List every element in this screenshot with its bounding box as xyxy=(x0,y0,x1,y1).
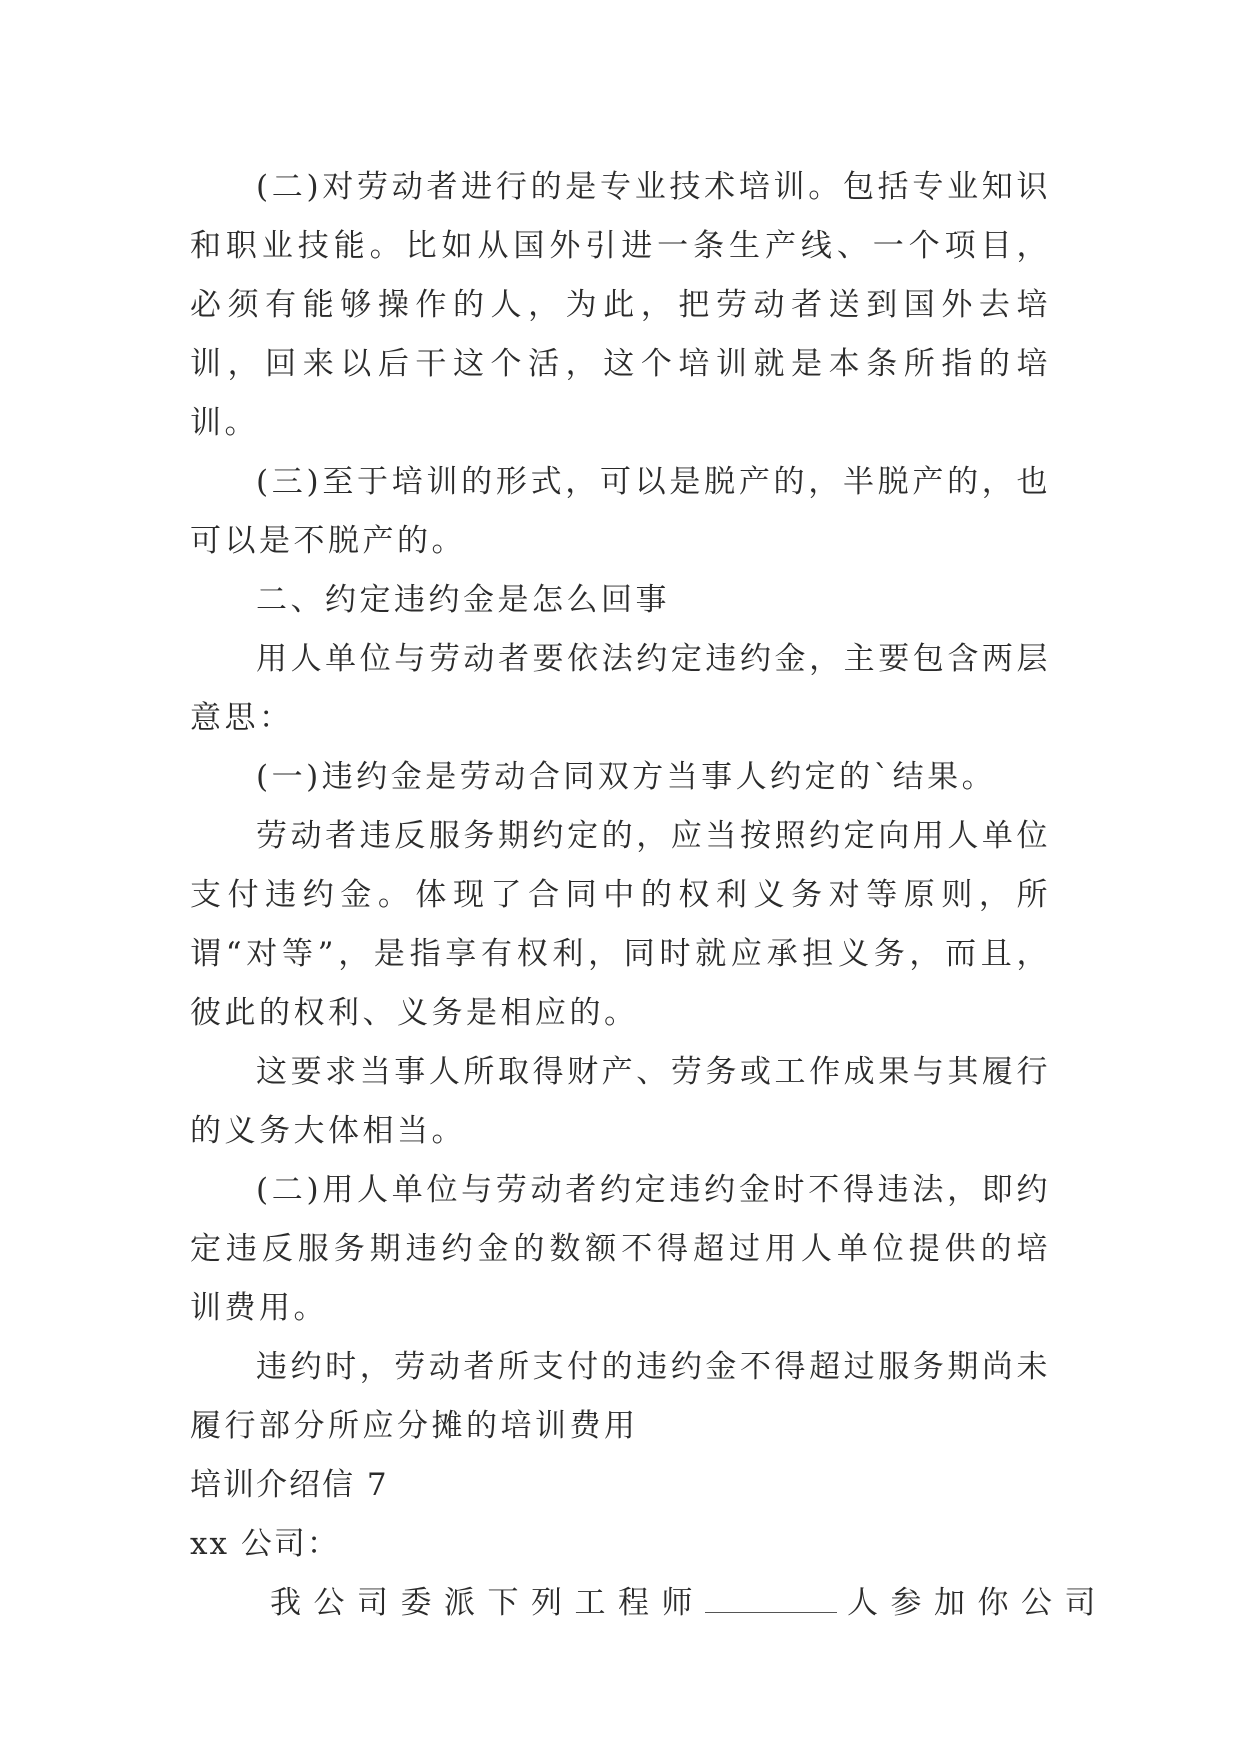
paragraph: (二)对劳动者进行的是专业技术培训。包括专业知识和职业技能。比如从国外引进一条生产线、一个项目，必须有能够操作的人，为此，把劳动者送到国外去培训，回来以后干这个活，这个培训就是本条所指的培训。 xyxy=(190,169,1051,441)
paragraph: 用人单位与劳动者要依法约定违约金，主要包含两层意思： xyxy=(190,641,1051,736)
letter-line xyxy=(190,1574,1108,1633)
letter-text-before: 我公司委派下列工程师 xyxy=(270,1585,705,1621)
paragraph: 这要求当事人所取得财产、劳务或工作成果与其履行的义务大体相当。 xyxy=(190,1054,1051,1149)
fill-in-blank xyxy=(705,1590,837,1613)
paragraph: (二)用人单位与劳动者约定违约金时不得违法，即约定违反服务期违约金的数额不得超过用人单位提供的培训费用。 xyxy=(190,1172,1051,1326)
letter-text-after: 人参加你公司 xyxy=(847,1585,1108,1621)
paragraph: (三)至于培训的形式，可以是脱产的，半脱产的，也可以是不脱产的。 xyxy=(190,464,1051,559)
salutation: xx 公司： xyxy=(190,1526,340,1562)
paragraph: 违约时，劳动者所支付的违约金不得超过服务期尚未履行部分所应分摊的培训费用 xyxy=(190,1349,1051,1444)
paragraph: 劳动者违反服务期约定的，应当按照约定向用人单位支付违约金。体现了合同中的权利义务对等原则，所谓“对等”，是指享有权利，同时就应承担义务，而且，彼此的权利、义务是相应的。 xyxy=(190,818,1051,1031)
document-page xyxy=(190,158,1108,1633)
paragraph: (一)违约金是劳动合同双方当事人约定的`结果。 xyxy=(256,759,997,795)
section-title: 培训介绍信 7 xyxy=(190,1467,389,1503)
paragraph: 二、约定违约金是怎么回事 xyxy=(256,582,670,618)
